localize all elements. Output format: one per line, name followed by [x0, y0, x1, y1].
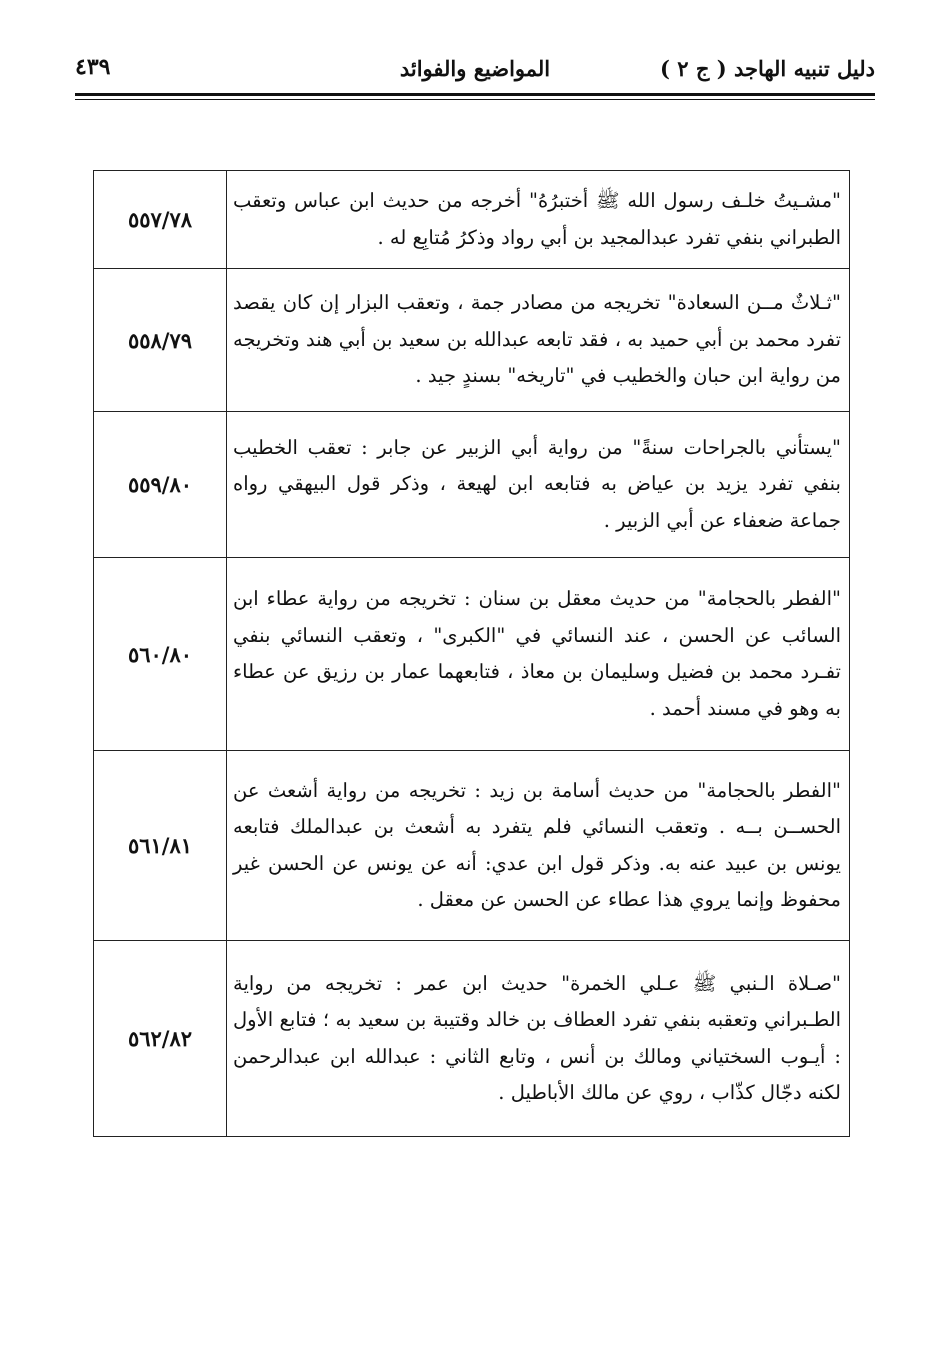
section-title: المواضيع والفوائد — [399, 56, 551, 81]
entry-ref: ٥٥٧/٧٨ — [94, 171, 227, 269]
table-row — [94, 171, 850, 269]
entry-text: "يستأني بالجراحات سنةً" من رواية أبي الزبير عن جابر : تعقب الخطيب بنفي تفرد يزيد بن عياض به فتابعه ابن لهيعة ، وذكر قول البيهقي رواه جماعة ضعفاء عن أبي الزبير . — [227, 412, 850, 558]
index-table — [93, 170, 850, 1137]
table-row — [94, 269, 850, 412]
entry-text: "صـلاة الـنبي ﷺ عـلي الخمرة" حديث ابن عمر : تخريجه من رواية الطـبراني وتعقبه بنفي تفرد العطاف بن خالد وقتيبة بن سعيد به ؛ فتابع الأول : أيـوب السختياني ومالك بن أنس ، وتابع الثاني : عبدالله ابن عبدالرحمن لكنه دجّال كذّاب ، روي عن مالك الأباطيل . — [227, 941, 850, 1137]
entry-text: "الفطر بالحجامة" من حديث أسامة بن زيد : تخريجه من رواية أشعث عن الحســن بــه . وتعقب النسائي فلم يتفرد به أشعث بن عبدالملك فتابعه يونس بن عبيد عنه به. وذكر قول ابن عدي: أنه عن يونس عن الحسن غير محفوظ وإنما يروي هذا عطاء عن الحسن عن معقل . — [227, 751, 850, 941]
entry-ref: ٥٦١/٨١ — [94, 751, 227, 941]
entry-ref: ٥٥٩/٨٠ — [94, 412, 227, 558]
entry-ref: ٥٦٠/٨٠ — [94, 558, 227, 751]
table-row — [94, 412, 850, 558]
book-title: دليل تنبيه الهاجد ( ج ٢ ) — [660, 56, 875, 81]
entry-text: "مشـيتُ خلـف رسول الله ﷺ أختبرُهُ" أخرجه من حديث ابن عباس وتعقب الطبراني بنفي تفرد عبدالمجيد بن أبي رواد وذكرُ مُتابِع له . — [227, 171, 850, 269]
entry-text: "ثـلاثٌ مــن السعادة" تخريجه من مصادر جمة ، وتعقب البزار إن كان يقصد تفرد محمد بن أبي حميد به ، فقد تابعه عبدالله بن سعيد بن أبي هند وتخريجه من رواية ابن حبان والخطيب في "تاريخه" بسندٍ جيد . — [227, 269, 850, 412]
table-row — [94, 941, 850, 1137]
entry-text: "الفطر بالحجامة" من حديث معقل بن سنان : تخريجه من رواية عطاء ابن السائب عن الحسن ، عند النسائي في "الكبرى" ، وتعقب النسائي بنفي تفـرد محمد بن فضيل وسليمان بن معاذ ، فتابعهما عمار بن رزيق عن عطاء به وهو في مسند أحمد . — [227, 558, 850, 751]
page-header — [75, 50, 875, 90]
header-rule-thick — [75, 93, 875, 96]
table-row — [94, 751, 850, 941]
entry-ref: ٥٥٨/٧٩ — [94, 269, 227, 412]
page-number: ٤٣٩ — [75, 54, 111, 80]
header-rule-thin — [75, 99, 875, 100]
entry-ref: ٥٦٢/٨٢ — [94, 941, 227, 1137]
table-row — [94, 558, 850, 751]
